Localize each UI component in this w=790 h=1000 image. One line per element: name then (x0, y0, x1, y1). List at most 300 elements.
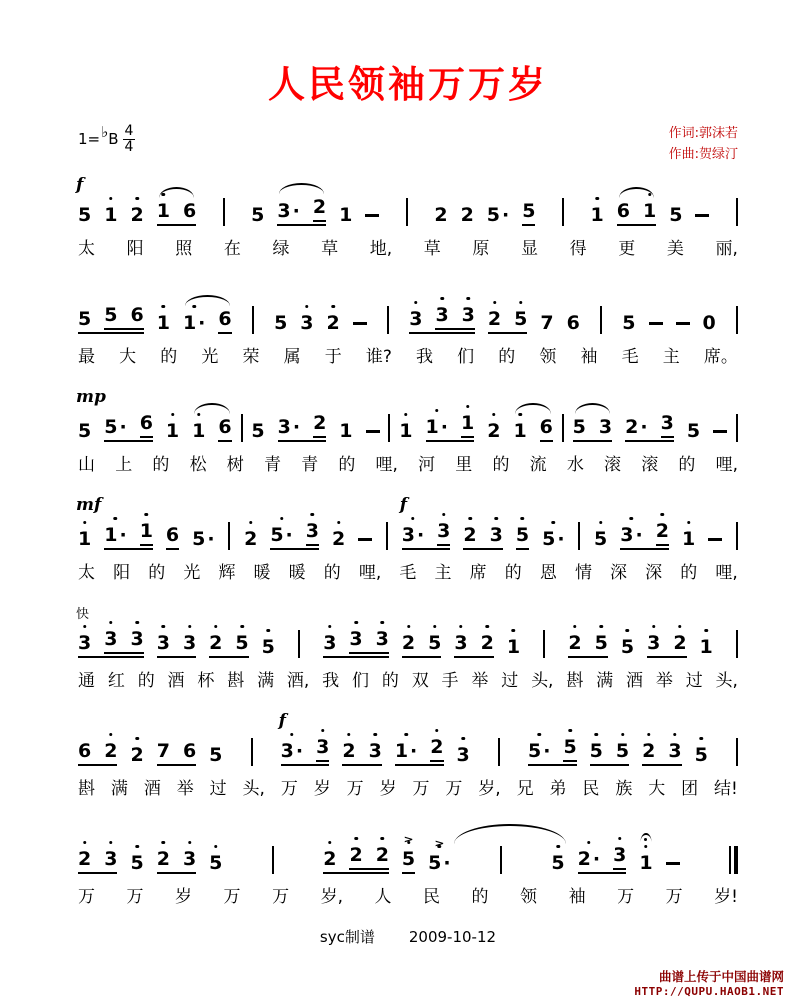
octave-dot (595, 197, 599, 201)
barline (387, 306, 389, 334)
note-group (461, 413, 474, 438)
lyric-char: 光 (201, 346, 219, 367)
lyric-char: 举 (176, 778, 194, 799)
note: 5 (695, 745, 708, 766)
note-group (313, 413, 326, 438)
note: 1 (140, 521, 153, 542)
lyric-char: 的 (381, 670, 399, 691)
lyric-char: 山 (78, 454, 95, 475)
note: 5 (621, 637, 634, 658)
octave-dot (381, 837, 385, 841)
measure (399, 413, 553, 442)
lyric-char: 岁, (320, 886, 343, 907)
measure (78, 849, 222, 874)
note: 3 (183, 849, 196, 870)
note: 2 (130, 745, 143, 766)
note: 2 (332, 529, 345, 550)
lyric-char: 青 (301, 454, 319, 475)
score-line (78, 710, 738, 799)
note: 2 (430, 737, 443, 758)
final-barline-thick (734, 846, 738, 874)
octave-dot (519, 301, 523, 305)
note: 5 (428, 633, 441, 654)
note-group (402, 633, 441, 658)
lyric-char: 的 (323, 562, 341, 583)
lyric-char: 河 (418, 454, 436, 475)
octave-dot (354, 621, 358, 625)
note: 5 · (192, 527, 215, 550)
lyricist-credit: 作词:郭沫若 (668, 126, 738, 141)
note: 1 (339, 203, 353, 226)
note-group (625, 413, 674, 442)
note: 1 (166, 421, 179, 442)
dash-sustain (649, 322, 663, 325)
note: 6 (539, 415, 553, 438)
lyric-char: 暖 (288, 562, 306, 583)
note: 5 (516, 525, 529, 546)
note: 1 (643, 201, 656, 222)
octave-dot (644, 845, 648, 849)
barline (578, 522, 580, 550)
measure (76, 174, 197, 226)
note: 5 (572, 415, 586, 438)
note-group (78, 741, 117, 766)
lyric-char: 太 (78, 238, 95, 259)
lyric-char: 的 (678, 454, 696, 475)
octave-dot (214, 625, 218, 629)
key-signature (78, 124, 135, 154)
note: 1 (639, 853, 652, 874)
lyric-char: 地, (369, 238, 393, 259)
lyric-char: 草 (321, 238, 339, 259)
note: 2 (656, 521, 669, 542)
lyric-char: 恩 (539, 562, 557, 583)
lyric-char: 哩, (715, 562, 738, 583)
octave-dot (518, 413, 522, 417)
lyric-char: 哩, (358, 562, 382, 583)
lyric-char: 举 (655, 670, 673, 691)
note: 5 (590, 741, 603, 762)
lyric-char: 民 (423, 886, 441, 907)
lyric-char: 丽, (715, 238, 738, 259)
note-group (437, 521, 450, 546)
augmentation-dot: · (635, 523, 643, 546)
note-group (454, 633, 493, 658)
note: 5 (686, 419, 701, 442)
note: 5 > (402, 849, 415, 870)
note: 3 · (402, 525, 424, 546)
note: 2 · (578, 849, 600, 870)
lyric-char: 满 (110, 778, 128, 799)
note: 3 · (281, 741, 303, 762)
lyric-char: 斟 (566, 670, 584, 691)
note: 6 (139, 411, 153, 434)
lyric-char: 树 (226, 454, 244, 475)
dynamic-mark: f (399, 494, 408, 515)
lyric-char: 红 (107, 670, 125, 691)
note: 5 (130, 853, 143, 874)
notation-row (78, 818, 738, 874)
note: 2 (130, 205, 143, 226)
note: 6 (566, 311, 580, 334)
octave-dot (290, 733, 294, 737)
lyric-char: 里 (455, 454, 473, 475)
lyric-char: 族 (615, 778, 633, 799)
dash-sustain (366, 430, 380, 433)
final-barline-thin (729, 846, 731, 874)
augmentation-dot: · (198, 311, 206, 334)
barline (272, 846, 274, 874)
barline (406, 198, 408, 226)
song-title: 人民领袖万万岁 (268, 62, 548, 106)
octave-dot (673, 733, 677, 737)
note: 1 (104, 205, 117, 226)
fermata-mark (640, 833, 651, 842)
score-line (78, 818, 738, 907)
octave-dot (537, 733, 541, 737)
barline (251, 738, 253, 766)
barline (600, 306, 602, 334)
score-line (78, 278, 738, 367)
note: 2 (349, 845, 362, 866)
octave-dot (331, 305, 335, 309)
lyric-char: 松 (189, 454, 207, 475)
measure (323, 833, 451, 874)
note: 3 (130, 629, 143, 650)
note: 5 (551, 853, 564, 874)
note: 3 (349, 629, 362, 650)
octave-dot (485, 625, 489, 629)
lyric-char: 暖 (253, 562, 271, 583)
note: 3 (306, 521, 319, 542)
octave-dot (83, 841, 87, 845)
lyric-char: 毛 (399, 562, 417, 583)
octave-dot (404, 413, 408, 417)
note-group (568, 633, 607, 658)
note: 1 (461, 413, 474, 434)
note: 3 (369, 741, 382, 762)
lyric-char: 草 (423, 238, 441, 259)
measure (551, 845, 679, 874)
octave-dot (267, 629, 271, 633)
note: 3 (300, 313, 313, 334)
note: 2 (434, 203, 448, 226)
lyric-char: 斟 (227, 670, 245, 691)
lyrics-row (78, 234, 738, 259)
barline (736, 630, 738, 658)
flat-icon: ♭ (101, 123, 109, 142)
lyrics-row (78, 774, 738, 799)
octave-dot (435, 729, 439, 733)
octave-dot (328, 625, 332, 629)
lyric-char: 在 (223, 238, 241, 259)
note: 6 (130, 303, 144, 326)
lyric-char: 头, (242, 778, 265, 799)
lyrics-row (78, 666, 738, 691)
octave-dot (135, 197, 139, 201)
augmentation-dot: · (292, 199, 300, 222)
accent-mark: > (403, 833, 414, 845)
measure (409, 305, 580, 334)
lyric-char: 岁 (379, 778, 397, 799)
augmentation-dot: · (443, 851, 451, 874)
note-group (516, 525, 529, 550)
measure (76, 494, 215, 550)
octave-dot (556, 845, 560, 849)
note: 5 (78, 307, 92, 330)
octave-dot (192, 305, 196, 309)
note-group (513, 417, 552, 442)
octave-dot (468, 517, 472, 521)
note-group (104, 305, 143, 330)
lyric-char: 原 (472, 238, 490, 259)
note-group (270, 521, 319, 550)
note: 2 (323, 849, 336, 870)
octave-dot (512, 629, 516, 633)
key-prefix: 1= (78, 130, 101, 149)
barline (736, 306, 738, 334)
notation-row (78, 602, 738, 658)
note: 1 · (426, 417, 448, 438)
note: 2 (327, 313, 340, 334)
lyric-char: 于 (324, 346, 342, 367)
note-group (209, 633, 248, 658)
augmentation-dot: · (440, 415, 448, 438)
note: 6 (182, 739, 197, 762)
barline (298, 630, 300, 658)
note: 1 (339, 419, 353, 442)
barline (498, 738, 500, 766)
lyric-char: 的 (137, 670, 155, 691)
lyric-char: 大 (119, 346, 137, 367)
note: 2 (313, 411, 327, 434)
notation-row (78, 170, 738, 226)
dash-sustain (708, 538, 722, 541)
note: 2 (460, 203, 474, 226)
note: 5 · (528, 741, 550, 762)
watermark-text: 曲谱上传于中国曲谱网 (658, 969, 784, 984)
composer-credit: 作曲:贺绿汀 (668, 146, 738, 162)
note-group (573, 417, 612, 442)
lyric-char: 我 (416, 346, 434, 367)
octave-dot (704, 629, 708, 633)
score (78, 170, 738, 907)
lyric-char: 显 (521, 238, 539, 259)
augmentation-dot: · (502, 203, 510, 226)
octave-dot (699, 737, 703, 741)
key-letter: B (108, 130, 119, 149)
augmentation-dot: · (410, 739, 418, 762)
note-group (349, 629, 388, 654)
lyric-char: 哩, (715, 454, 738, 475)
octave-dot (407, 625, 411, 629)
octave-dot (521, 517, 525, 521)
lyric-char: 满 (257, 670, 275, 691)
note: 2 (209, 633, 222, 654)
notation-row (78, 710, 738, 766)
note: 2 (312, 195, 327, 218)
lyric-char: 举 (471, 670, 489, 691)
barline (736, 522, 738, 550)
note-group (661, 413, 674, 438)
note-group (430, 737, 443, 762)
lyric-char: 的 (338, 454, 356, 475)
augmentation-dot: · (295, 739, 304, 762)
note: 3 (437, 521, 450, 542)
barline (736, 414, 738, 442)
note-group (278, 413, 327, 442)
note-group (104, 521, 153, 550)
note: 5 (622, 311, 636, 334)
octave-dot (618, 837, 622, 841)
lyric-char: 过 (685, 670, 703, 691)
barline (252, 306, 254, 334)
publish-date: 2009-10-12 (408, 927, 497, 946)
lyric-char: 最 (78, 346, 95, 367)
note-group (342, 741, 381, 766)
lyric-char: 杯 (197, 670, 215, 691)
lyric-char: 岁, (478, 778, 501, 799)
note: 7 (156, 739, 170, 762)
time-signature (123, 124, 136, 154)
note: 5 (616, 741, 629, 762)
lyric-char: 们 (352, 670, 369, 691)
measure (251, 197, 379, 226)
octave-dot (595, 733, 599, 737)
note: 5 · (486, 203, 510, 226)
octave-dot (459, 625, 463, 629)
lyric-char: 的 (160, 346, 178, 367)
lyric-char: 过 (209, 778, 227, 799)
augmentation-dot: · (207, 527, 215, 550)
lyric-char: 哩, (375, 454, 398, 475)
lyric-char: 阳 (113, 562, 131, 583)
octave-dot (467, 297, 471, 301)
lyric-char: 通 (78, 670, 95, 691)
notation-row (78, 494, 738, 550)
octave-dot (354, 837, 358, 841)
octave-dot (461, 737, 465, 741)
octave-dot (109, 197, 113, 201)
dash-sustain (666, 862, 680, 865)
lyric-char: 太 (78, 562, 95, 583)
octave-dot (648, 193, 652, 197)
lyric-char: 的 (492, 454, 510, 475)
note: 3 · (277, 199, 300, 222)
lyrics-row (78, 882, 738, 907)
dash-sustain (695, 214, 709, 217)
note-group (647, 633, 686, 658)
measure (590, 201, 709, 226)
octave-dot (162, 193, 166, 197)
lyric-char: 岁 (313, 778, 331, 799)
note: 1 (700, 637, 713, 658)
note-group (613, 845, 626, 870)
note: 5 (514, 309, 527, 330)
note-group (140, 413, 153, 438)
meta-row (78, 124, 738, 166)
lyric-char: 斟 (78, 778, 95, 799)
note-group (435, 305, 474, 330)
note-group (590, 741, 629, 766)
note: 3 (435, 305, 448, 326)
lyric-char: 深 (645, 562, 663, 583)
note: 5 (563, 737, 576, 758)
score-line (78, 386, 738, 475)
note: 3 · (277, 415, 301, 438)
lyrics-row (78, 558, 738, 583)
lyric-char: 主 (434, 562, 452, 583)
octave-dot (621, 733, 625, 737)
augmentation-dot: · (592, 847, 601, 870)
lyric-char: 岁! (714, 886, 738, 907)
note: 2 (488, 309, 501, 330)
lyric-char: 万 (223, 886, 241, 907)
note-group (617, 201, 656, 226)
note-group (78, 305, 144, 334)
dynamic-mark: 快 (76, 606, 90, 622)
note-group (183, 309, 232, 334)
lyric-char: 头, (715, 670, 738, 691)
lyric-char: 属 (283, 346, 301, 367)
note: 1 (682, 529, 695, 550)
octave-dot (321, 729, 325, 733)
augmentation-dot: · (416, 523, 425, 546)
octave-dot (661, 513, 665, 517)
lyric-char: 流 (529, 454, 547, 475)
note: 3 (668, 741, 681, 762)
lyric-char: 双 (411, 670, 429, 691)
barline (562, 414, 564, 442)
note-group (157, 849, 196, 874)
rest: 0 (702, 311, 716, 334)
lyric-char: 万 (280, 778, 298, 799)
note: 2 (402, 633, 415, 654)
note: 2 (78, 849, 91, 870)
dynamic-mark: f (76, 174, 84, 195)
octave-dot (188, 841, 192, 845)
lyric-char: 大 (648, 778, 666, 799)
measure (278, 710, 470, 766)
octave-dot (109, 733, 113, 737)
measure (434, 201, 535, 226)
barline (223, 198, 225, 226)
lyric-char: 万 (346, 778, 364, 799)
lyric-char: 光 (183, 562, 201, 583)
note: 1 (157, 201, 170, 222)
measure (573, 413, 727, 442)
note-group (401, 833, 416, 874)
lyric-char: 万 (445, 778, 463, 799)
octave-dot (652, 625, 656, 629)
octave-dot (171, 413, 175, 417)
lyric-char: 绿 (272, 238, 290, 259)
note-group (426, 413, 475, 442)
barline (736, 198, 738, 226)
accent-mark: > (434, 837, 445, 849)
barline (562, 198, 564, 226)
augmentation-dot: · (119, 415, 127, 438)
lyric-char: 满 (596, 670, 614, 691)
lyric-char: 结! (714, 778, 738, 799)
note: 3 (323, 633, 336, 654)
note-group (104, 413, 153, 442)
barline (736, 738, 738, 766)
note: 5 (522, 199, 536, 222)
note: 2 (642, 741, 655, 762)
note-group (620, 521, 669, 550)
octave-dot (373, 733, 377, 737)
